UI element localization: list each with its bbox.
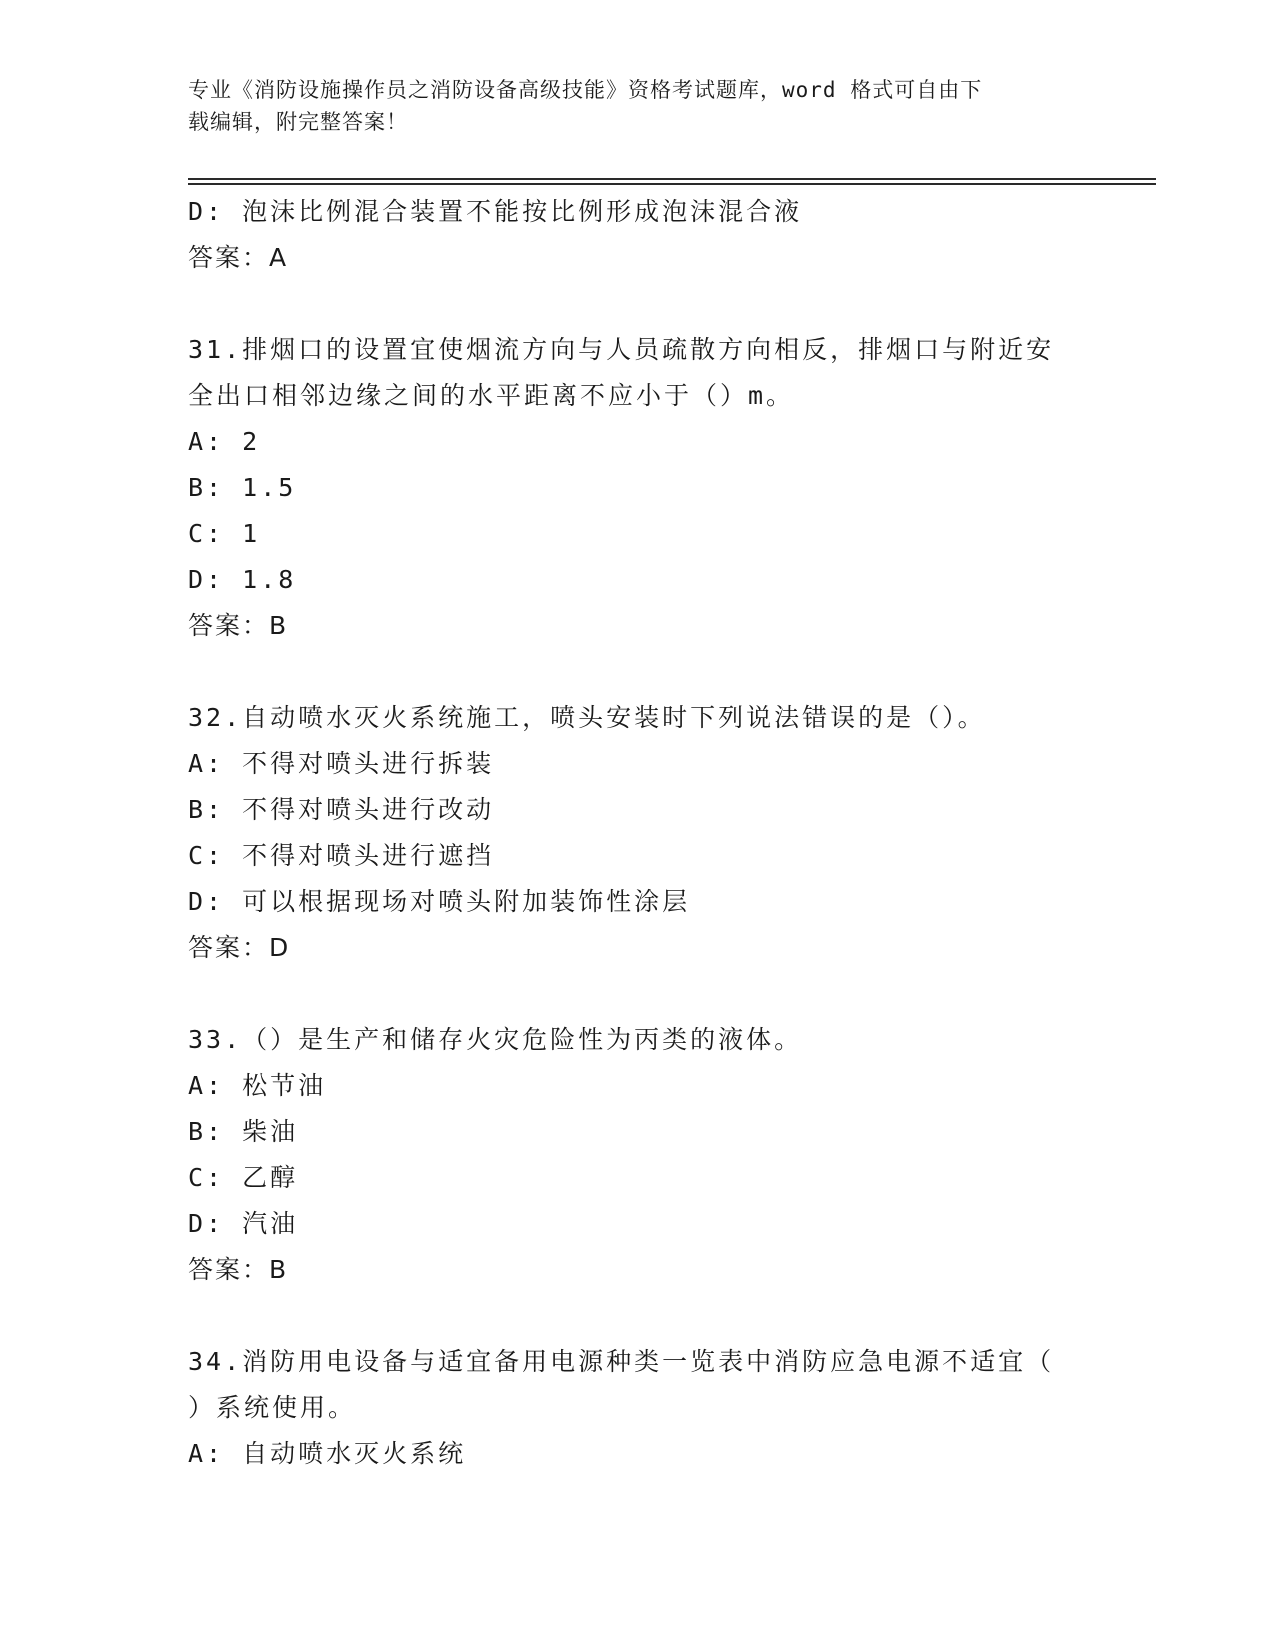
header-rule-top	[188, 178, 1156, 180]
question-32	[188, 695, 1088, 971]
spacer	[188, 281, 1088, 327]
option-b: B: 1.5	[188, 473, 297, 502]
question-stem: 34.消防用电设备与适宜备用电源种类一览表中消防应急电源不适宜（	[188, 1347, 1055, 1376]
answer-line: 答案：D	[188, 933, 291, 962]
option-a: A: 自动喷水灭火系统	[188, 1439, 467, 1468]
question-stem: 31.排烟口的设置宜使烟流方向与人员疏散方向相反，排烟口与附近安	[188, 335, 1055, 364]
option-c: C: 1	[188, 519, 261, 548]
option-c: C: 不得对喷头进行遮挡	[188, 841, 495, 870]
question-stem: 32.自动喷水灭火系统施工，喷头安装时下列说法错误的是（）。	[188, 703, 986, 732]
spacer	[188, 649, 1088, 695]
spacer	[188, 971, 1088, 1017]
answer-line: 答案：B	[188, 1255, 289, 1284]
option-a: A: 松节油	[188, 1071, 327, 1100]
option-b: B: 不得对喷头进行改动	[188, 795, 495, 824]
option-b: B: 柴油	[188, 1117, 299, 1146]
option-d: D: 泡沫比例混合装置不能按比例形成泡沫混合液	[188, 197, 803, 226]
spacer	[188, 1293, 1088, 1339]
option-c: C: 乙醇	[188, 1163, 299, 1192]
question-stem: 33.（）是生产和储存火灾危险性为丙类的液体。	[188, 1025, 803, 1054]
header-line-1: 专业《消防设施操作员之消防设备高级技能》资格考试题库，word 格式可自由下	[188, 78, 983, 102]
question-34	[188, 1339, 1088, 1477]
header-line-2: 载编辑，附完整答案！	[188, 110, 408, 134]
option-d: D: 可以根据现场对喷头附加装饰性涂层	[188, 887, 691, 916]
answer-line: 答案：A	[188, 243, 289, 272]
question-fragment-30	[188, 189, 1088, 281]
option-d: D: 汽油	[188, 1209, 299, 1238]
question-33	[188, 1017, 1088, 1293]
option-d: D: 1.8	[188, 565, 297, 594]
answer-line: 答案：B	[188, 611, 289, 640]
option-a: A: 不得对喷头进行拆装	[188, 749, 495, 778]
header-rule-bottom	[188, 183, 1156, 185]
question-stem-continued: 全出口相邻边缘之间的水平距离不应小于（）m。	[188, 381, 795, 410]
document-header	[188, 74, 1068, 138]
question-31	[188, 327, 1088, 649]
document-body	[188, 189, 1088, 1477]
question-stem-continued: ）系统使用。	[188, 1393, 357, 1422]
option-a: A: 2	[188, 427, 261, 456]
